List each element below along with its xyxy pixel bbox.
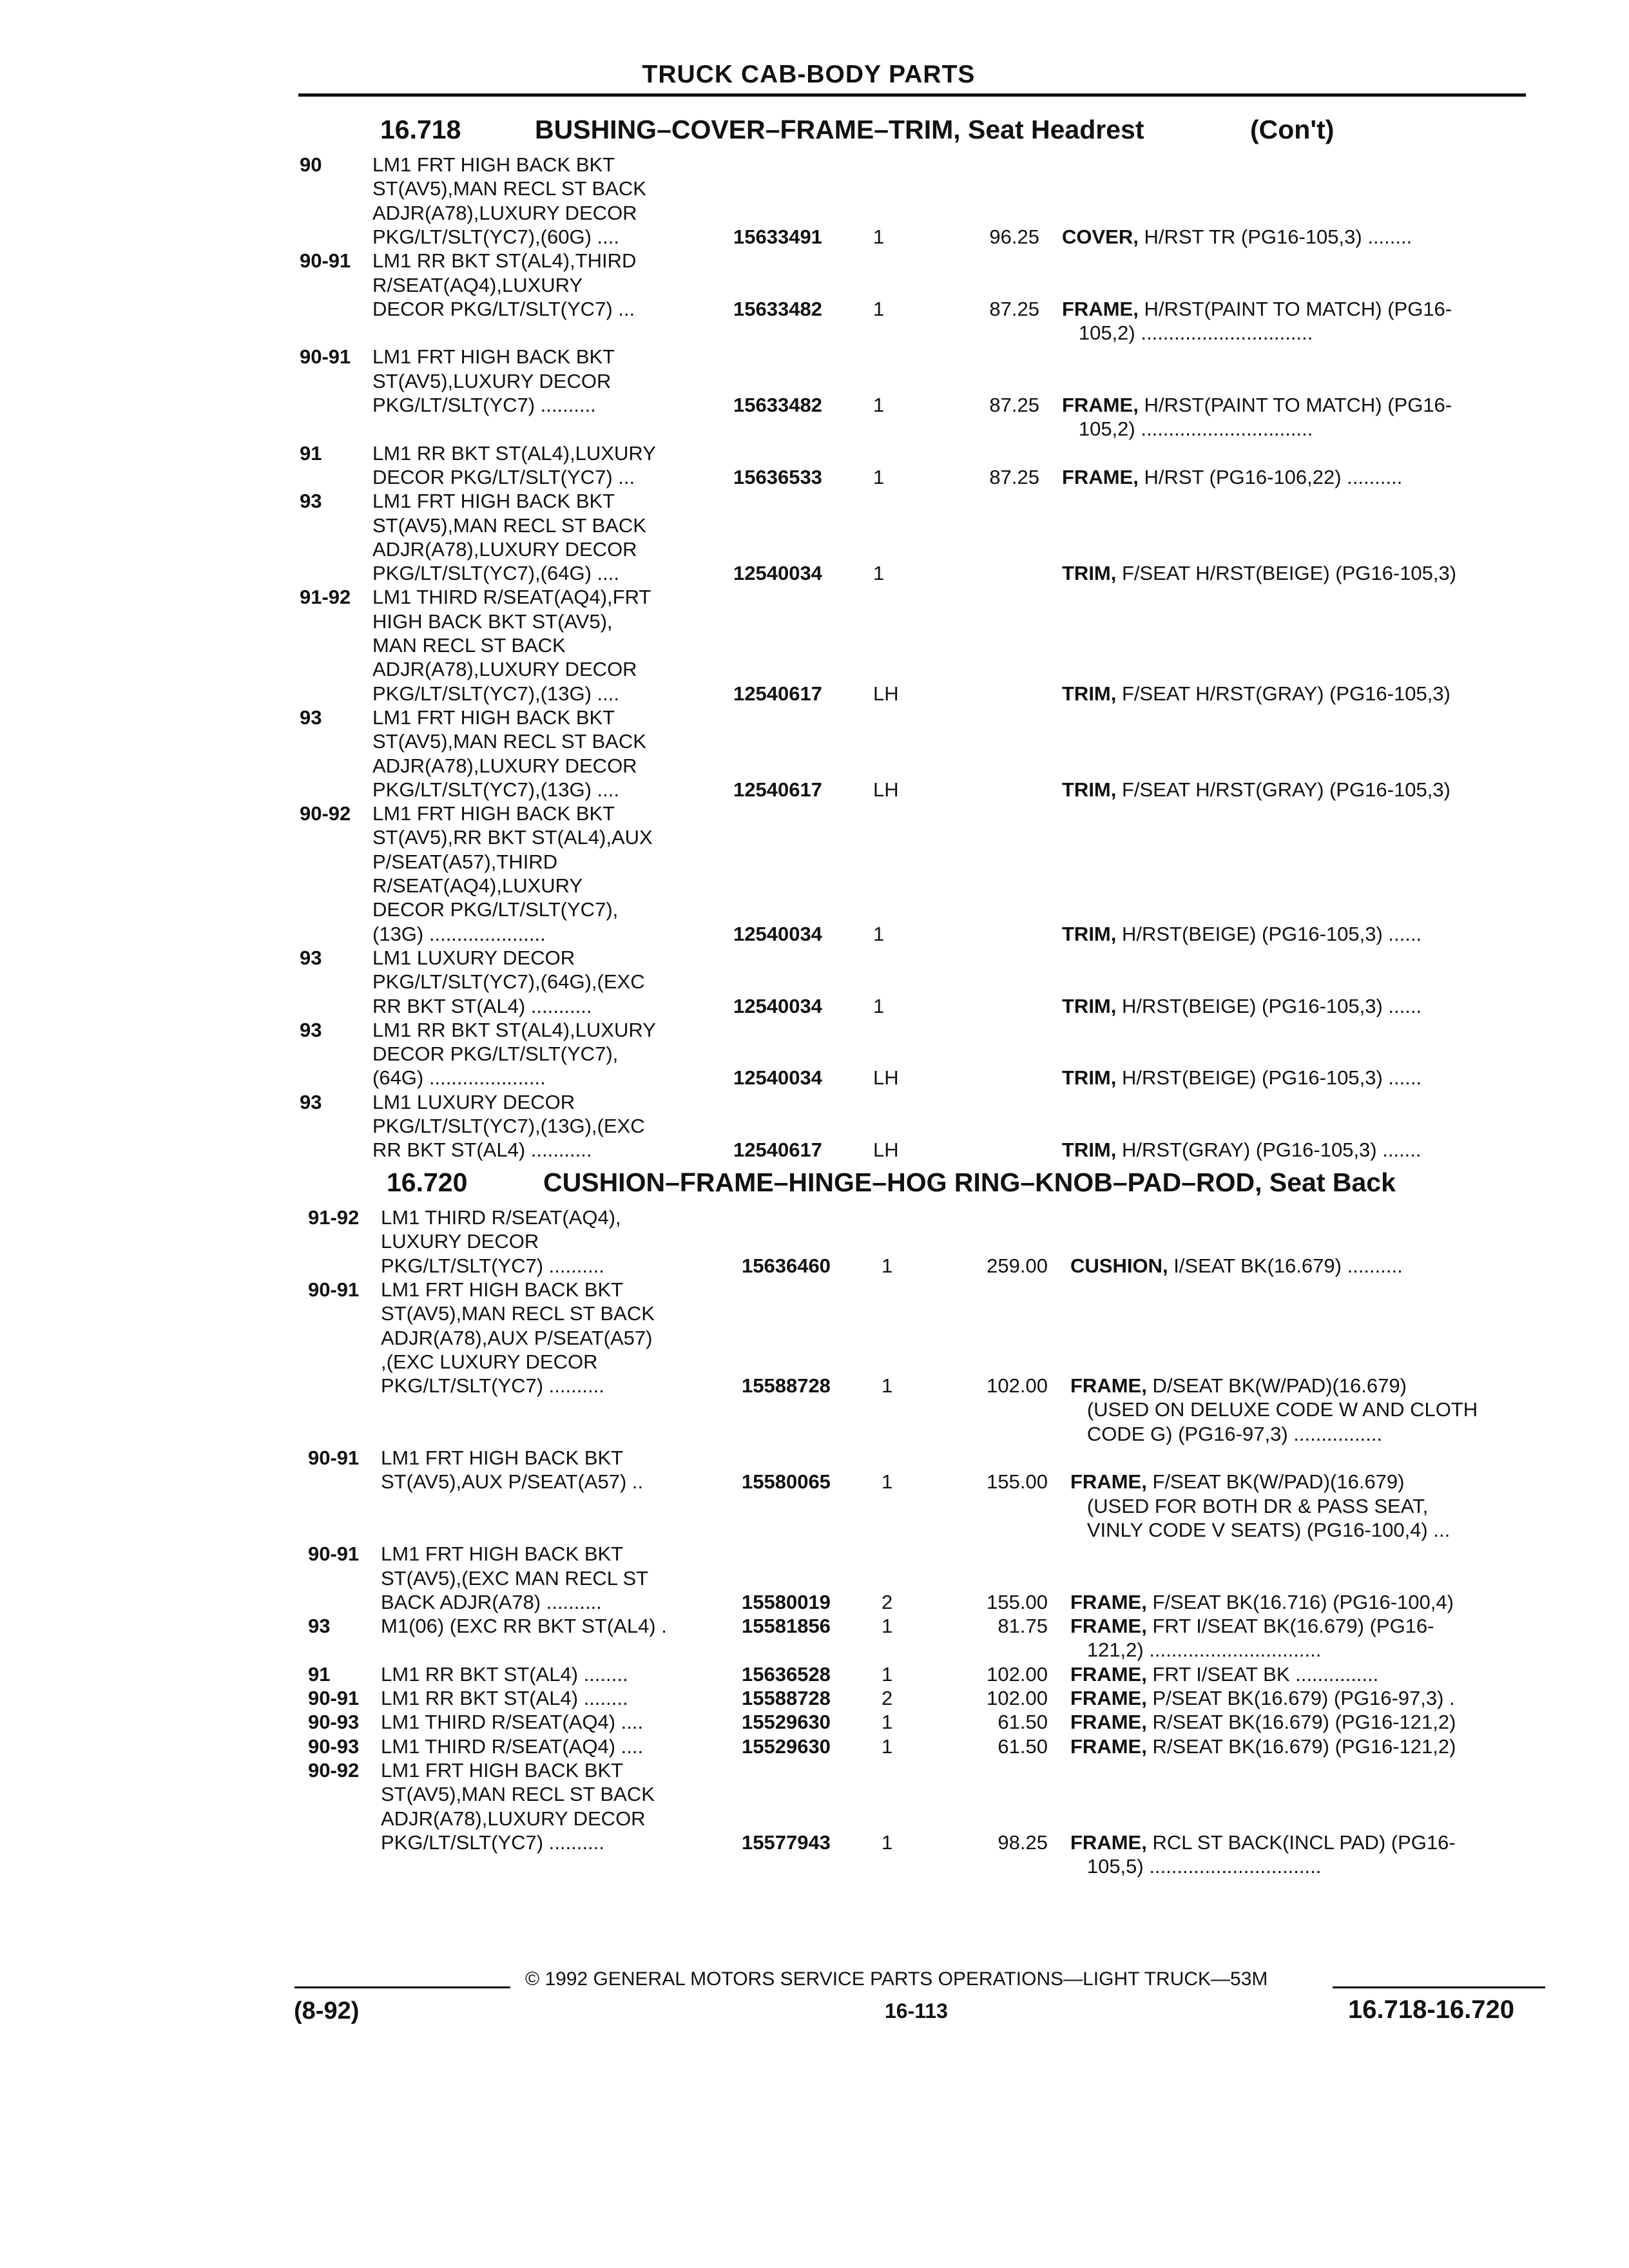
application-description: ADJR(A78),AUX P/SEAT(A57) <box>381 1326 653 1349</box>
price: 259.00 <box>987 1254 1048 1277</box>
application-description: PKG/LT/SLT(YC7) .......... <box>372 394 596 416</box>
application-description: (64G) ..................... <box>372 1066 546 1090</box>
application-description: LM1 FRT HIGH BACK BKT <box>372 153 615 176</box>
part-number: 15633491 <box>733 225 822 248</box>
part-name <box>1070 1855 1321 1878</box>
part-name-detail: 105,5) ............................... <box>1070 1855 1322 1878</box>
part-name-detail: CODE G) (PG16-97,3) ................ <box>1070 1422 1383 1445</box>
section-number: 16.720 <box>387 1168 468 1197</box>
section-number: 16.718 <box>380 115 461 144</box>
application-description: LM1 FRT HIGH BACK BKT <box>372 345 615 369</box>
application-description: ST(AV5),(EXC MAN RECL ST <box>381 1566 649 1590</box>
quantity: 1 <box>882 1470 893 1494</box>
part-name-keyword: TRIM, <box>1062 994 1117 1017</box>
model-year: 93 <box>300 946 322 969</box>
section-title: BUSHING–COVER–FRAME–TRIM, Seat Headrest <box>535 115 1144 144</box>
model-year: 93 <box>300 1018 322 1041</box>
part-number: 15636533 <box>733 465 822 488</box>
application-description: ADJR(A78),LUXURY DECOR <box>372 537 637 561</box>
application-description: ST(AV5),LUXURY DECOR <box>372 369 612 392</box>
footer-copyright: © 1992 GENERAL MOTORS SERVICE PARTS OPERATIONS—LIGHT TRUCK—53M <box>525 1968 1268 1990</box>
quantity: 1 <box>873 394 885 416</box>
part-name <box>1062 995 1422 1018</box>
application-description: HIGH BACK BKT ST(AV5), <box>372 610 613 633</box>
quantity: 1 <box>882 1711 893 1734</box>
application-description: ST(AV5),MAN RECL ST BACK <box>372 514 646 537</box>
model-year: 93 <box>300 706 322 729</box>
application-description: PKG/LT/SLT(YC7),(13G),(EXC <box>372 1115 645 1137</box>
application-description: RR BKT ST(AL4) ........... <box>372 1139 592 1162</box>
application-description: LM1 RR BKT ST(AL4),LUXURY <box>372 1018 656 1041</box>
application-description: PKG/LT/SLT(YC7),(13G) .... <box>372 778 619 801</box>
part-name-detail: R/SEAT BK(16.679) (PG16-121,2) <box>1146 1735 1456 1758</box>
model-year: 90-91 <box>300 345 351 369</box>
quantity: 1 <box>882 1735 893 1758</box>
application-description: (13G) ..................... <box>372 922 546 945</box>
application-description: LM1 LUXURY DECOR <box>372 1090 575 1113</box>
part-name-detail: D/SEAT BK(W/PAD)(16.679) <box>1146 1374 1407 1398</box>
application-description: LM1 THIRD R/SEAT(AQ4) .... <box>381 1735 644 1758</box>
model-year: 90-91 <box>308 1687 360 1709</box>
application-description: LM1 FRT HIGH BACK BKT <box>372 802 615 825</box>
quantity: 1 <box>882 1831 893 1854</box>
price: 102.00 <box>987 1687 1048 1709</box>
part-name <box>1062 394 1452 417</box>
part-name <box>1070 1639 1321 1662</box>
part-number: 15633482 <box>733 297 822 320</box>
part-name <box>1062 1139 1422 1162</box>
quantity: 1 <box>882 1374 893 1398</box>
model-year: 91 <box>308 1662 331 1686</box>
part-name-keyword: CUSHION, <box>1070 1254 1168 1277</box>
application-description: R/SEAT(AQ4),LUXURY <box>372 874 583 897</box>
price: 87.25 <box>989 465 1039 488</box>
application-description: LM1 FRT HIGH BACK BKT <box>381 1542 624 1566</box>
part-name-keyword: FRAME, <box>1070 1831 1147 1854</box>
quantity: 1 <box>873 922 885 945</box>
part-name <box>1070 1711 1456 1734</box>
model-year: 90-92 <box>308 1758 360 1782</box>
application-description: ADJR(A78),LUXURY DECOR <box>372 201 637 224</box>
application-description: LM1 RR BKT ST(AL4) ........ <box>381 1687 628 1709</box>
application-description: PKG/LT/SLT(YC7) .......... <box>381 1831 604 1854</box>
part-number: 12540034 <box>733 1066 822 1090</box>
application-description: PKG/LT/SLT(YC7) .......... <box>381 1374 604 1398</box>
model-year: 90-91 <box>300 249 351 273</box>
quantity: 1 <box>873 465 885 488</box>
part-name <box>1070 1254 1403 1278</box>
part-name <box>1062 778 1451 802</box>
application-description: LM1 FRT HIGH BACK BKT <box>381 1758 624 1782</box>
price: 96.25 <box>989 225 1039 248</box>
application-description: ST(AV5),MAN RECL ST BACK <box>372 730 646 753</box>
quantity: LH <box>873 1066 899 1090</box>
price: 81.75 <box>998 1615 1048 1638</box>
part-number: 15529630 <box>742 1735 831 1758</box>
application-description: ST(AV5),MAN RECL ST BACK <box>372 177 646 200</box>
price: 87.25 <box>989 297 1039 320</box>
part-name-keyword: FRAME, <box>1070 1615 1147 1638</box>
price: 98.25 <box>998 1831 1048 1854</box>
application-description: LM1 FRT HIGH BACK BKT <box>372 490 615 513</box>
model-year: 93 <box>300 1090 322 1113</box>
part-name-keyword: TRIM, <box>1062 562 1117 585</box>
part-number: 15581856 <box>742 1615 831 1638</box>
application-description: LM1 RR BKT ST(AL4) ........ <box>381 1662 628 1686</box>
part-name <box>1070 1398 1478 1421</box>
part-name-detail: (USED FOR BOTH DR & PASS SEAT, <box>1070 1494 1429 1517</box>
quantity: 1 <box>873 562 885 585</box>
part-name-keyword: FRAME, <box>1070 1590 1147 1613</box>
application-description: ST(AV5),RR BKT ST(AL4),AUX <box>372 826 653 849</box>
part-name-keyword: FRAME, <box>1070 1687 1147 1709</box>
quantity: 2 <box>882 1590 893 1613</box>
part-name-detail: F/SEAT BK(16.716) (PG16-100,4) <box>1146 1590 1454 1613</box>
part-name <box>1062 322 1313 345</box>
price: 87.25 <box>989 394 1039 416</box>
application-description: PKG/LT/SLT(YC7),(60G) .... <box>372 225 619 248</box>
application-description: DECOR PKG/LT/SLT(YC7) ... <box>372 465 635 488</box>
part-name-detail: H/RST TR (PG16-105,3) ........ <box>1138 225 1412 248</box>
price: 61.50 <box>998 1735 1048 1758</box>
application-description: LUXURY DECOR <box>381 1230 539 1253</box>
part-name <box>1070 1519 1450 1542</box>
section-title: CUSHION–FRAME–HINGE–HOG RING–KNOB–PAD–ROD, Seat Back <box>543 1168 1396 1197</box>
section-continued: (Con't) <box>1250 115 1335 144</box>
part-number: 12540034 <box>733 994 822 1017</box>
quantity: LH <box>873 1139 899 1162</box>
application-description: ADJR(A78),LUXURY DECOR <box>372 754 637 777</box>
part-name <box>1070 1495 1428 1518</box>
part-name-keyword: FRAME, <box>1070 1735 1147 1758</box>
quantity: LH <box>873 682 899 705</box>
part-name <box>1070 1374 1407 1398</box>
application-description: PKG/LT/SLT(YC7),(13G) .... <box>372 682 619 705</box>
application-description: PKG/LT/SLT(YC7),(64G) .... <box>372 562 619 585</box>
footer-date-code: (8-92) <box>294 1997 360 2024</box>
footer-section-range: 16.718-16.720 <box>1348 1995 1515 2024</box>
quantity: 1 <box>882 1615 893 1638</box>
quantity: 1 <box>882 1662 893 1686</box>
application-description: ST(AV5),MAN RECL ST BACK <box>381 1783 655 1806</box>
part-name-detail: F/SEAT H/RST(GRAY) (PG16-105,3) <box>1116 682 1451 705</box>
part-name-detail: H/RST(PAINT TO MATCH) (PG16- <box>1138 297 1452 320</box>
part-name-keyword: TRIM, <box>1062 1066 1117 1090</box>
model-year: 91-92 <box>300 586 351 609</box>
quantity: 1 <box>873 225 885 248</box>
part-name-detail: 105,2) ............................... <box>1062 322 1313 345</box>
application-description: LM1 FRT HIGH BACK BKT <box>381 1278 624 1301</box>
quantity: 1 <box>882 1254 893 1277</box>
part-name-keyword: TRIM, <box>1062 778 1117 801</box>
application-description: LM1 THIRD R/SEAT(AQ4) .... <box>381 1711 644 1734</box>
part-name-keyword: FRAME, <box>1070 1711 1147 1734</box>
part-name <box>1062 226 1412 249</box>
model-year: 90-91 <box>308 1278 360 1301</box>
part-name <box>1070 1423 1382 1446</box>
part-name <box>1070 1470 1404 1494</box>
part-name <box>1070 1615 1434 1638</box>
footer-rule <box>1333 1986 1545 1988</box>
part-number: 15588728 <box>742 1374 831 1398</box>
part-name-keyword: FRAME, <box>1062 394 1139 416</box>
part-number: 15636460 <box>742 1254 831 1277</box>
application-description: DECOR PKG/LT/SLT(YC7), <box>372 1043 619 1066</box>
part-number: 15580065 <box>742 1470 831 1494</box>
model-year: 90 <box>300 153 322 176</box>
application-description: ADJR(A78),LUXURY DECOR <box>381 1807 646 1830</box>
header-rule <box>298 93 1526 97</box>
application-description: LM1 RR BKT ST(AL4),THIRD <box>372 249 637 273</box>
part-name-detail: H/RST(BEIGE) (PG16-105,3) ...... <box>1116 994 1422 1017</box>
application-description: PKG/LT/SLT(YC7) .......... <box>381 1254 604 1277</box>
part-name-detail: 105,2) ............................... <box>1062 418 1313 441</box>
part-name-keyword: FRAME, <box>1070 1374 1147 1398</box>
part-name-detail: F/SEAT H/RST(BEIGE) (PG16-105,3) <box>1116 562 1457 585</box>
part-name-detail: H/RST(BEIGE) (PG16-105,3) ...... <box>1116 1066 1422 1090</box>
part-name-detail: H/RST(BEIGE) (PG16-105,3) ...... <box>1116 922 1422 945</box>
application-description: BACK ADJR(A78) .......... <box>381 1590 602 1613</box>
model-year: 90-92 <box>300 802 351 825</box>
application-description: LM1 LUXURY DECOR <box>372 946 575 969</box>
application-description: M1(06) (EXC RR BKT ST(AL4) . <box>381 1615 667 1638</box>
application-description: R/SEAT(AQ4),LUXURY <box>372 273 583 296</box>
application-description: RR BKT ST(AL4) ........... <box>372 994 592 1017</box>
application-description: PKG/LT/SLT(YC7),(64G),(EXC <box>372 970 645 994</box>
application-description: LM1 THIRD R/SEAT(AQ4), <box>381 1206 621 1229</box>
page-title: TRUCK CAB-BODY PARTS <box>642 61 976 88</box>
model-year: 90-93 <box>308 1711 360 1734</box>
part-name-detail: P/SEAT BK(16.679) (PG16-97,3) . <box>1146 1687 1455 1709</box>
footer-rule <box>294 1986 510 1988</box>
part-number: 15577943 <box>742 1831 831 1854</box>
price: 155.00 <box>987 1470 1048 1494</box>
part-name-detail: F/SEAT H/RST(GRAY) (PG16-105,3) <box>1116 778 1451 801</box>
part-number: 15580019 <box>742 1590 831 1613</box>
part-name-detail: H/RST(PAINT TO MATCH) (PG16- <box>1138 394 1452 416</box>
part-number: 12540617 <box>733 1139 822 1162</box>
application-description: ST(AV5),MAN RECL ST BACK <box>381 1302 655 1325</box>
part-name <box>1070 1663 1378 1686</box>
model-year: 91-92 <box>308 1206 360 1229</box>
application-description: ,(EXC LUXURY DECOR <box>381 1350 598 1373</box>
model-year: 90-91 <box>308 1542 360 1566</box>
part-name-detail: FRT I/SEAT BK ............... <box>1146 1662 1379 1686</box>
application-description: MAN RECL ST BACK <box>372 634 566 657</box>
part-number: 15636528 <box>742 1662 831 1686</box>
model-year: 90-91 <box>308 1446 360 1469</box>
application-description: DECOR PKG/LT/SLT(YC7) ... <box>372 297 635 320</box>
application-description: ST(AV5),AUX P/SEAT(A57) .. <box>381 1470 644 1494</box>
part-name-keyword: TRIM, <box>1062 682 1117 705</box>
part-name <box>1062 298 1452 321</box>
quantity: 1 <box>873 994 885 1017</box>
application-description: P/SEAT(A57),THIRD <box>372 850 558 873</box>
part-name-detail: I/SEAT BK(16.679) .......... <box>1168 1254 1403 1277</box>
part-number: 15633482 <box>733 394 822 416</box>
quantity: 1 <box>873 297 885 320</box>
part-name-keyword: FRAME, <box>1070 1470 1147 1494</box>
part-name-keyword: FRAME, <box>1062 297 1139 320</box>
part-name <box>1070 1591 1454 1614</box>
application-description: LM1 THIRD R/SEAT(AQ4),FRT <box>372 586 651 609</box>
part-name-detail: FRT I/SEAT BK(16.679) (PG16- <box>1146 1615 1434 1638</box>
part-name-keyword: FRAME, <box>1062 465 1139 488</box>
part-name-keyword: TRIM, <box>1062 922 1117 945</box>
part-number: 12540034 <box>733 922 822 945</box>
price: 61.50 <box>998 1711 1048 1734</box>
part-name-detail: H/RST (PG16-106,22) .......... <box>1138 465 1403 488</box>
part-name-detail: R/SEAT BK(16.679) (PG16-121,2) <box>1146 1711 1456 1734</box>
part-name-keyword: FRAME, <box>1070 1662 1147 1686</box>
application-description: DECOR PKG/LT/SLT(YC7), <box>372 898 619 921</box>
part-name-detail: H/RST(GRAY) (PG16-105,3) ....... <box>1116 1139 1422 1162</box>
model-year: 91 <box>300 441 322 465</box>
model-year: 93 <box>300 490 322 513</box>
application-description: ADJR(A78),LUXURY DECOR <box>372 658 637 681</box>
part-name-detail: RCL ST BACK(INCL PAD) (PG16- <box>1146 1831 1456 1854</box>
part-name-detail: VINLY CODE V SEATS) (PG16-100,4) ... <box>1070 1518 1451 1541</box>
part-number: 12540617 <box>733 778 822 801</box>
model-year: 93 <box>308 1615 331 1638</box>
quantity: LH <box>873 778 899 801</box>
application-description: LM1 FRT HIGH BACK BKT <box>381 1446 624 1469</box>
part-number: 15588728 <box>742 1687 831 1709</box>
part-name <box>1062 682 1451 706</box>
part-name <box>1062 1066 1422 1090</box>
quantity: 2 <box>882 1687 893 1709</box>
application-description: LM1 RR BKT ST(AL4),LUXURY <box>372 441 656 465</box>
model-year: 90-93 <box>308 1735 360 1758</box>
part-name <box>1062 562 1456 585</box>
part-name-detail: F/SEAT BK(W/PAD)(16.679) <box>1146 1470 1405 1494</box>
part-name-keyword: TRIM, <box>1062 1139 1117 1162</box>
price: 102.00 <box>987 1374 1048 1398</box>
part-number: 12540034 <box>733 562 822 585</box>
part-name-keyword: COVER, <box>1062 225 1139 248</box>
part-number: 15529630 <box>742 1711 831 1734</box>
price: 155.00 <box>987 1590 1048 1613</box>
part-name-detail: (USED ON DELUXE CODE W AND CLOTH <box>1070 1398 1478 1421</box>
price: 102.00 <box>987 1662 1048 1686</box>
part-name <box>1070 1831 1456 1854</box>
part-name <box>1062 466 1402 489</box>
footer-page-number: 16-113 <box>885 1999 948 2023</box>
part-name <box>1062 418 1313 441</box>
part-name <box>1062 923 1422 946</box>
part-number: 12540617 <box>733 682 822 705</box>
part-name-detail: 121,2) ............................... <box>1070 1639 1322 1662</box>
application-description: LM1 FRT HIGH BACK BKT <box>372 706 615 729</box>
part-name <box>1070 1687 1455 1710</box>
part-name <box>1070 1735 1456 1758</box>
